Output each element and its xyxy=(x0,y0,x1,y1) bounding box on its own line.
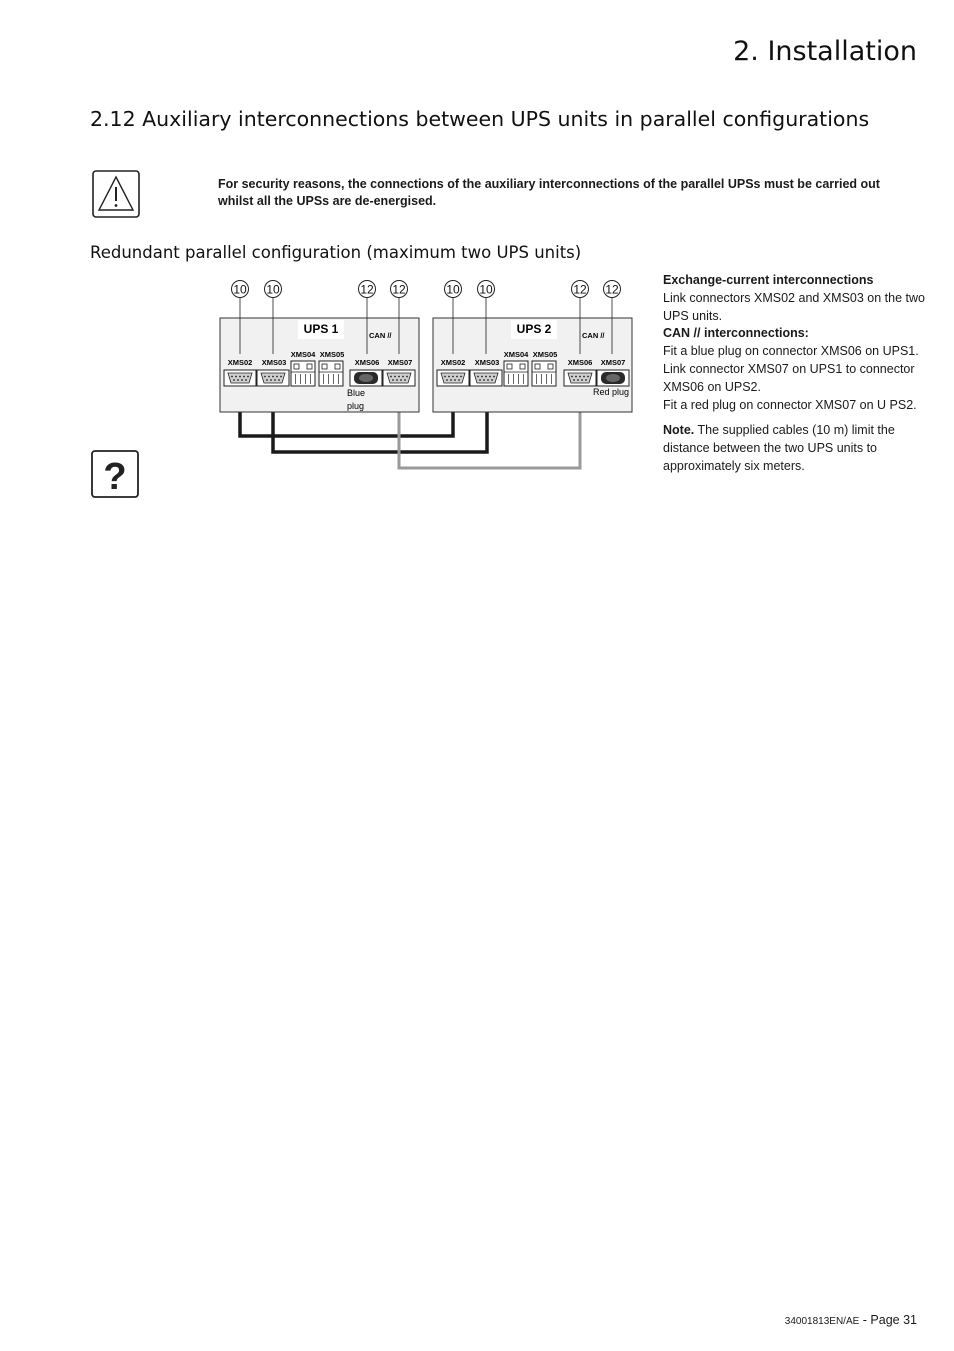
ups2-xms05-terminal xyxy=(532,361,556,386)
ups2-label-xms03: XMS03 xyxy=(474,358,500,367)
ups1-xms07-connector xyxy=(383,370,415,386)
exchange-current-text: Link connectors XMS02 and XMS03 on the two UPS units. xyxy=(663,290,925,323)
ups2-xms04-terminal xyxy=(504,361,528,386)
section-title: 2.12 Auxiliary interconnections between UPS units in parallel configurations xyxy=(90,107,870,131)
ups1-blue-plug-label-1: Blue xyxy=(347,388,366,398)
instructions-panel xyxy=(663,272,925,476)
ups1-label-xms05: XMS05 xyxy=(319,350,345,359)
page-footer xyxy=(785,1313,917,1327)
note-paragraph xyxy=(663,422,925,475)
ups2-xms07-red-plug xyxy=(597,370,629,386)
callout-number: 10 xyxy=(233,282,247,297)
ups1-can-label: CAN // xyxy=(369,331,392,340)
page-number: - Page 31 xyxy=(859,1313,917,1327)
question-mark-icon xyxy=(91,450,139,498)
ups2-name: UPS 2 xyxy=(516,322,552,336)
ups2-label-xms04: XMS04 xyxy=(503,350,529,359)
ups2-label-xms07: XMS07 xyxy=(600,358,626,367)
can-heading: CAN // interconnections: xyxy=(663,326,809,341)
callout-number: 10 xyxy=(446,282,460,297)
ups1-label-xms02: XMS02 xyxy=(227,358,253,367)
can-text-2: Link connector XMS07 on UPS1 to connector XMS06 on UPS2. xyxy=(663,361,915,394)
ups1-xms03-connector xyxy=(257,370,289,386)
ups2-red-plug-label: Red plug xyxy=(593,387,630,397)
ups2-label-xms06: XMS06 xyxy=(567,358,593,367)
subsection-title: Redundant parallel configuration (maximum two UPS units) xyxy=(90,243,582,262)
callout-number: 12 xyxy=(392,282,406,297)
ups1-xms06-blue-plug xyxy=(350,370,382,386)
ups1-label-xms04: XMS04 xyxy=(290,350,316,359)
warning-triangle-icon xyxy=(92,170,140,218)
ups1-xms04-terminal xyxy=(291,361,315,386)
callout-number: 10 xyxy=(266,282,280,297)
chapter-title: 2. Installation xyxy=(733,36,917,67)
note-text: The supplied cables (10 m) limit the distance between the two UPS units to approximately six meters. xyxy=(663,423,895,473)
callout-number: 12 xyxy=(360,282,374,297)
parallel-wiring-diagram xyxy=(215,275,645,475)
ups2-can-label: CAN // xyxy=(582,331,605,340)
ups2-label-xms05: XMS05 xyxy=(532,350,558,359)
callout-number: 12 xyxy=(573,282,587,297)
ups1-label-xms03: XMS03 xyxy=(261,358,287,367)
ups2-xms06-connector xyxy=(564,370,596,386)
ups2-xms02-connector xyxy=(437,370,469,386)
exchange-current-heading: Exchange-current interconnections xyxy=(663,273,874,287)
ups2-xms03-connector xyxy=(470,370,502,386)
callout-number: 10 xyxy=(479,282,493,297)
ups1-xms02-connector xyxy=(224,370,256,386)
ups1-label-xms06: XMS06 xyxy=(354,358,380,367)
doc-code: 34001813EN/AE xyxy=(784,1316,860,1327)
callout-number: 12 xyxy=(605,282,619,297)
ups1-name: UPS 1 xyxy=(303,322,339,336)
can-text-3: Fit a red plug on connector XMS07 on U PS2. xyxy=(663,397,917,412)
warning-text: For security reasons, the connections of the auxiliary interconnections of the parallel UPSs must be carried out whilst all the UPSs are de-energised. xyxy=(218,177,880,208)
can-text-1: Fit a blue plug on connector XMS06 on UPS1. xyxy=(663,344,919,359)
svg-text:?: ? xyxy=(103,456,127,498)
ups2-label-xms02: XMS02 xyxy=(440,358,466,367)
ups1-xms05-terminal xyxy=(319,361,343,386)
ups1-blue-plug-label-2: plug xyxy=(347,401,365,411)
note-label: Note. xyxy=(663,423,695,438)
ups1-label-xms07: XMS07 xyxy=(387,358,413,367)
